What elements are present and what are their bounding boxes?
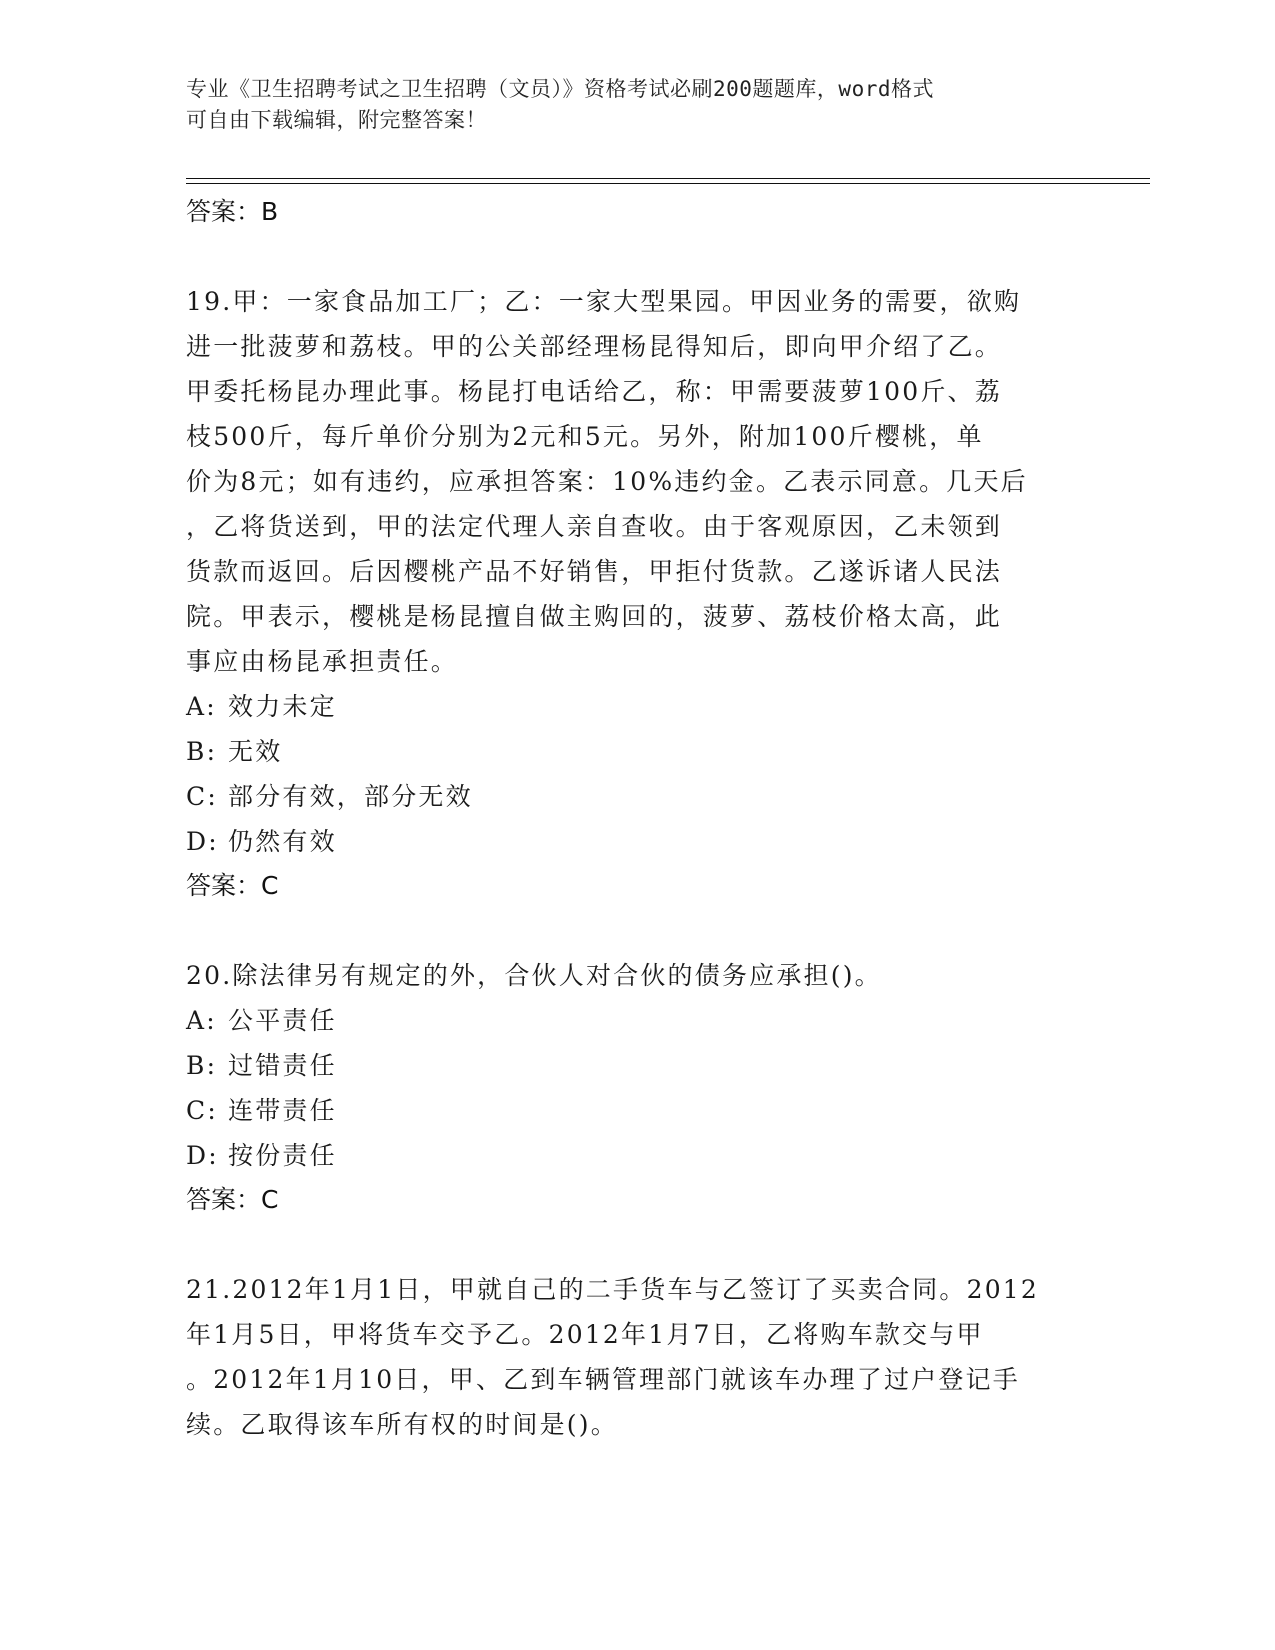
question-19-line: 价为8元；如有违约，应承担答案：10%违约金。乙表示同意。几天后 <box>186 467 1028 496</box>
question-19-line: 院。甲表示，樱桃是杨昆擅自做主购回的，菠萝、荔枝价格太高，此 <box>186 602 1003 631</box>
header-rule-bottom <box>186 183 1150 184</box>
option-key: A: <box>186 1006 217 1035</box>
question-19-option-b <box>186 729 1086 774</box>
option-key: D: <box>186 1141 219 1170</box>
question-19-option-a <box>186 684 1086 729</box>
option-key: D: <box>186 827 219 856</box>
question-19-option-c <box>186 774 1086 819</box>
page-header <box>186 74 1066 136</box>
option-text: 部分有效，部分无效 <box>228 782 473 811</box>
option-key: B: <box>186 737 218 766</box>
option-key: C: <box>186 1096 218 1125</box>
option-text: 连带责任 <box>228 1096 337 1125</box>
option-text: 无效 <box>228 737 283 766</box>
option-text: 效力未定 <box>228 692 337 721</box>
document-body <box>186 190 1086 1447</box>
option-text: 仍然有效 <box>228 827 337 856</box>
question-19-option-d <box>186 819 1086 864</box>
header-line-1: 专业《卫生招聘考试之卫生招聘（文员）》资格考试必刷200题题库，word格式 <box>186 77 934 101</box>
question-20-option-d <box>186 1133 1086 1178</box>
question-19 <box>186 279 1086 908</box>
option-key: B: <box>186 1051 218 1080</box>
question-19-line: 枝500斤，每斤单价分别为2元和5元。另外，附加100斤樱桃，单 <box>186 422 984 451</box>
option-text: 公平责任 <box>228 1006 337 1035</box>
option-key: C: <box>186 782 218 811</box>
spacer <box>186 1222 1086 1267</box>
question-21-line: 。2012年1月10日，甲、乙到车辆管理部门就该车办理了过户登记手 <box>186 1365 1020 1394</box>
question-19-line: 事应由杨昆承担责任。 <box>186 647 459 676</box>
question-19-answer: 答案：C <box>186 871 279 900</box>
option-text: 按份责任 <box>228 1141 337 1170</box>
question-20-option-c <box>186 1088 1086 1133</box>
question-19-line: 货款而返回。后因樱桃产品不好销售，甲拒付货款。乙遂诉诸人民法 <box>186 557 1003 586</box>
question-19-line: ，乙将货送到，甲的法定代理人亲自查收。由于客观原因，乙未领到 <box>186 512 1003 541</box>
question-21-line: 21.2012年1月1日，甲就自己的二手货车与乙签订了买卖合同。2012 <box>186 1275 1040 1304</box>
question-19-line: 甲委托杨昆办理此事。杨昆打电话给乙，称：甲需要菠萝100斤、荔 <box>186 377 1002 406</box>
option-key: A: <box>186 692 217 721</box>
header-line-2: 可自由下载编辑，附完整答案！ <box>186 108 487 132</box>
question-20-option-a <box>186 998 1086 1043</box>
spacer <box>186 234 1086 279</box>
question-19-line: 进一批菠萝和荔枝。甲的公关部经理杨昆得知后，即向甲介绍了乙。 <box>186 332 1003 361</box>
question-21 <box>186 1267 1086 1447</box>
question-20 <box>186 953 1086 1222</box>
option-text: 过错责任 <box>228 1051 337 1080</box>
question-20-option-b <box>186 1043 1086 1088</box>
answer-prev: 答案：B <box>186 197 279 226</box>
header-rule-top <box>186 178 1150 179</box>
question-19-line: 19.甲：一家食品加工厂；乙：一家大型果园。甲因业务的需要，欲购 <box>186 287 1022 316</box>
question-21-line: 年1月5日，甲将货车交予乙。2012年1月7日，乙将购车款交与甲 <box>186 1320 984 1349</box>
question-20-answer: 答案：C <box>186 1185 279 1214</box>
question-20-line: 20.除法律另有规定的外，合伙人对合伙的债务应承担()。 <box>186 961 882 990</box>
question-21-line: 续。乙取得该车所有权的时间是()。 <box>186 1410 618 1439</box>
spacer <box>186 908 1086 953</box>
